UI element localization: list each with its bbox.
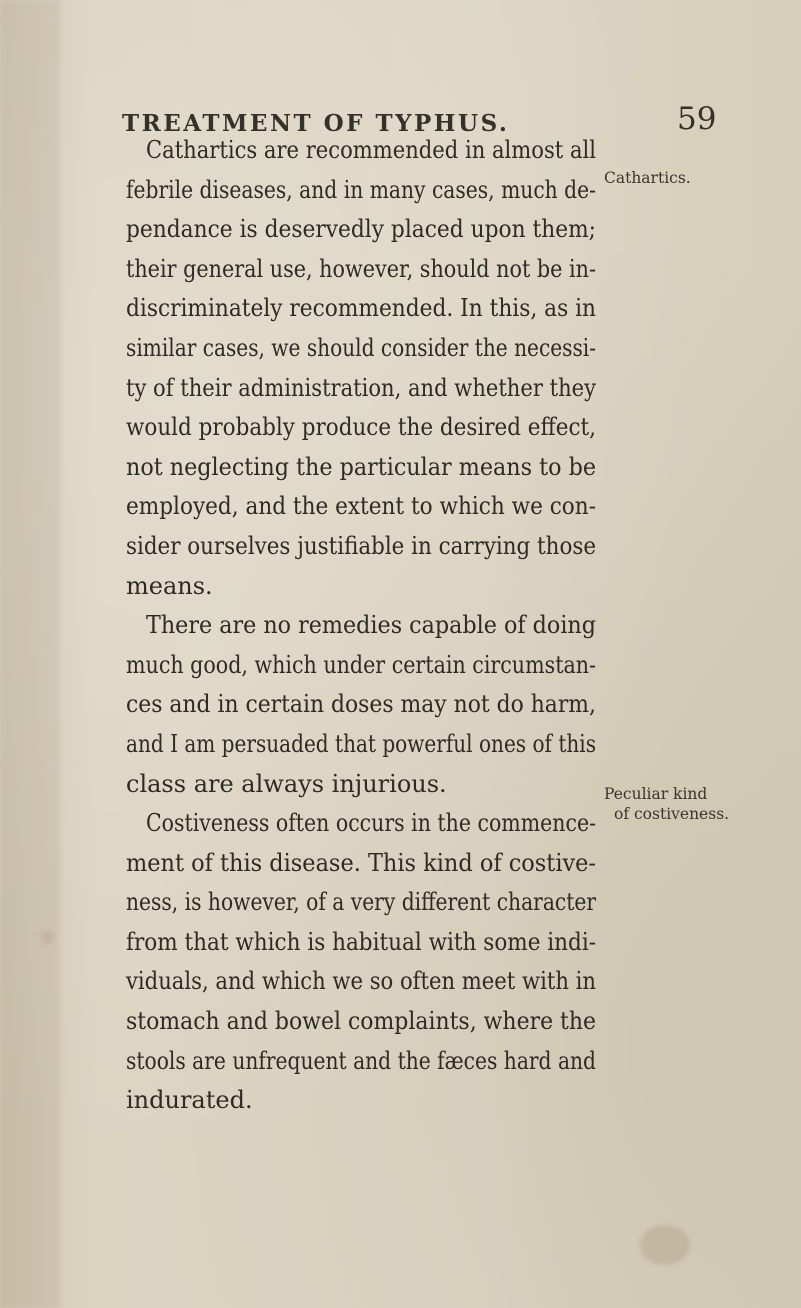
text-line: not neglecting the particular means to be — [126, 452, 596, 481]
margin-note-cathartics — [604, 168, 691, 188]
margin-note-text: Cathartics. — [604, 169, 691, 187]
paragraph-remedies — [126, 606, 596, 804]
text-line: stomach and bowel complaints, where the — [126, 1007, 596, 1036]
text-line: stools are unfrequent and the fæces hard and — [126, 1046, 596, 1075]
margin-note-line: Peculiar kind — [604, 785, 708, 803]
page-number: 59 — [677, 101, 717, 137]
text-line: There are no remedies capable of doing — [146, 611, 596, 640]
paper-spot — [40, 930, 54, 944]
text-line: their general use, however, should not be in- — [126, 254, 596, 283]
text-line: from that which is habitual with some indi- — [126, 927, 596, 956]
body-text — [126, 131, 596, 1121]
text-line: indurated. — [126, 1086, 253, 1115]
text-line: means. — [126, 571, 213, 600]
text-line: would probably produce the desired effect, — [126, 413, 596, 442]
text-line: Costiveness often occurs in the commence- — [146, 809, 596, 838]
text-line: sider ourselves justifiable in carrying those — [126, 531, 596, 560]
text-line: much good, which under certain circumstan- — [126, 650, 596, 679]
text-line: class are always injurious. — [126, 769, 447, 798]
text-line: ment of this disease. This kind of costive- — [126, 848, 596, 877]
text-line: pendance is deservedly placed upon them; — [126, 215, 596, 244]
margin-note-peculiar-costiveness — [604, 784, 729, 824]
text-line: febrile diseases, and in many cases, much de- — [126, 175, 596, 204]
paper-spot — [640, 1225, 690, 1265]
text-line: viduals, and which we so often meet with in — [126, 967, 596, 996]
paragraph-cathartics — [126, 131, 596, 606]
text-line: ness, is however, of a very different character — [126, 888, 596, 917]
paragraph-costiveness — [126, 804, 596, 1121]
text-line: ces and in certain doses may not do harm, — [126, 690, 596, 719]
margin-note-line: of costiveness. — [614, 805, 730, 823]
text-line: ty of their administration, and whether they — [126, 373, 596, 402]
text-line: and I am persuaded that powerful ones of this — [126, 729, 596, 758]
text-line: discriminately recommended. In this, as in — [126, 294, 596, 323]
text-line: similar cases, we should consider the necessi- — [126, 333, 596, 362]
page-edge-shadow — [0, 0, 60, 1308]
text-line: employed, and the extent to which we con- — [126, 492, 596, 521]
running-head: TREATMENT OF TYPHUS. — [122, 110, 510, 137]
text-line: Cathartics are recommended in almost all — [146, 136, 596, 164]
